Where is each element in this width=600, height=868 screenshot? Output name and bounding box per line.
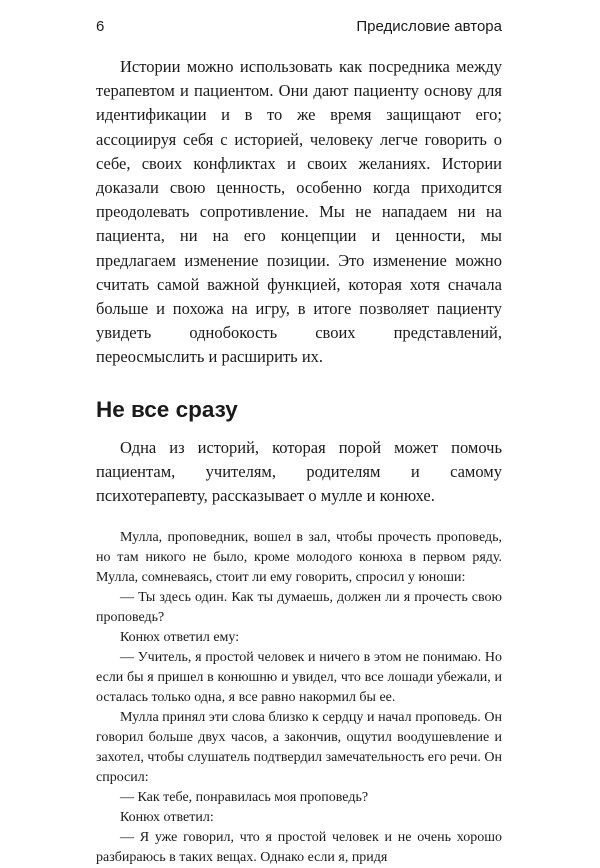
story-dialogue: — Учитель, я простой человек и ничего в этом не понимаю. Но если бы я пришел в конюшню и увидел, что все лошади убежали, и осталась только одна, я все равно накормил бы ее.	[96, 650, 502, 706]
story-text	[96, 528, 502, 868]
story-paragraph: Мулла, проповедник, вошел в зал, чтобы прочесть проповедь, но там никого не было, кроме молодого конюха в первом ряду. Мулла, сомневаясь, стоит ли ему говорить, спросил у юноши:	[96, 530, 502, 586]
story-dialogue: — Я уже говорил, что я простой человек и не очень хорошо разбираюсь в таких вещах. Однако если я, придя	[96, 830, 502, 866]
running-title: Предисловие автора	[356, 18, 502, 35]
story-paragraph: Конюх ответил ему:	[120, 630, 240, 646]
story-dialogue: — Как тебе, понравилась моя проповедь?	[120, 790, 369, 806]
page-number: 6	[96, 18, 105, 35]
story-paragraph: Мулла принял эти слова близко к сердцу и начал проповедь. Он говорил больше двух часов, а закончив, ощутил воодушевление и захотел, чтобы слушатель подтвердил замечательность его речи. Он спросил:	[96, 710, 502, 786]
section-heading: Не все сразу	[96, 396, 238, 422]
story-paragraph: Конюх ответил:	[120, 810, 214, 826]
story-dialogue: — Ты здесь один. Как ты думаешь, должен ли я прочесть свою проповедь?	[96, 590, 502, 626]
body-paragraph: Истории можно использовать как посредника между терапевтом и пациентом. Они дают пациенту основу для идентификации и в то же время защищают его; ассоциируя себя с историей, человеку легче говорить о себе, своих конфликтах и своих желаниях. Истории доказали свою ценность, особенно когда приходится преодолевать сопротивление. Мы не нападаем ни на пациента, ни на его концепции и ценности, мы предлагаем изменение позиции. Это изменение можно считать самой важной функцией, которая хотя сначала больше и похожа на игру, в итоге позволяет пациенту увидеть однобокость своих представлений, переосмыслить и расширить их.	[96, 57, 502, 367]
page-body	[96, 55, 502, 868]
body-paragraph: Одна из историй, которая порой может помочь пациентам, учителям, родителям и самому психотерапевту, рассказывает о мулле и конюхе.	[96, 437, 502, 506]
